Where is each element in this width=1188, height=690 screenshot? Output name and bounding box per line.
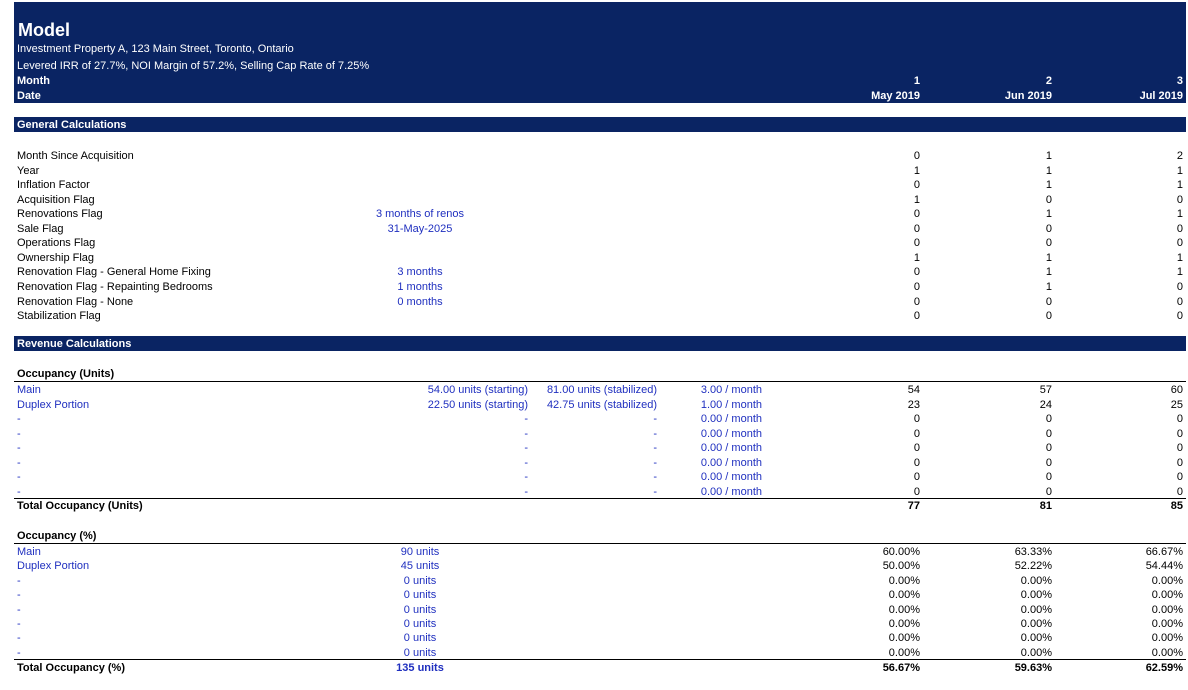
date-2: Jun 2019 bbox=[1004, 90, 1052, 102]
monthly-rate: 1.00 / month bbox=[700, 398, 762, 411]
row-label: Renovations Flag bbox=[17, 208, 103, 221]
row-label: Year bbox=[17, 164, 40, 177]
value-month-2: 1 bbox=[1045, 266, 1052, 279]
value-month-2: 1 bbox=[1045, 179, 1052, 192]
model-header bbox=[14, 2, 1186, 103]
month-1: 1 bbox=[913, 75, 920, 87]
value-month-3: 0 bbox=[1176, 427, 1183, 440]
value-month-1: 1 bbox=[913, 251, 920, 264]
value-month-1: 0 bbox=[913, 485, 920, 498]
monthly-rate: 0.00 / month bbox=[700, 413, 762, 425]
unit-count: 90 units bbox=[400, 546, 440, 558]
occupancy-units-title: Occupancy (Units) bbox=[17, 368, 115, 380]
value-month-2: 0.00% bbox=[1020, 618, 1052, 630]
monthly-rate: 3.00 / month bbox=[700, 384, 762, 396]
unit-count: 0 units bbox=[403, 574, 437, 587]
starting-units: - bbox=[524, 471, 528, 483]
unit-count: 0 units bbox=[403, 589, 437, 602]
value-month-2: 0.00% bbox=[1020, 589, 1052, 602]
value-month-2: 24 bbox=[1039, 398, 1052, 411]
value-month-3: 0 bbox=[1176, 485, 1183, 498]
row-label: - bbox=[17, 456, 21, 469]
row-label: Main bbox=[17, 384, 41, 396]
row-label: - bbox=[17, 413, 21, 425]
occupancy-pct-row bbox=[0, 617, 1188, 631]
starting-units: - bbox=[524, 456, 528, 469]
date-1: May 2019 bbox=[871, 90, 920, 102]
value-month-1: 23 bbox=[907, 398, 920, 411]
value-month-1: 0 bbox=[913, 427, 920, 440]
value-month-1: 0 bbox=[913, 471, 920, 483]
value-month-3: 54.44% bbox=[1145, 560, 1183, 573]
value-month-2: 0 bbox=[1045, 471, 1052, 483]
value-month-3: 1 bbox=[1176, 266, 1183, 279]
month-3: 3 bbox=[1176, 75, 1183, 87]
unit-count: 0 units bbox=[403, 646, 437, 659]
row-label: - bbox=[17, 646, 21, 659]
value-month-1: 0.00% bbox=[888, 646, 920, 659]
value-month-3: 0 bbox=[1176, 413, 1183, 425]
divider bbox=[14, 381, 1186, 382]
value-month-2: 0.00% bbox=[1020, 646, 1052, 659]
occupancy-pct-row bbox=[0, 574, 1188, 588]
row-label: - bbox=[17, 574, 21, 587]
section-title-revenue: Revenue Calculations bbox=[17, 338, 132, 350]
general-row bbox=[0, 193, 1188, 207]
value-month-3: 0.00% bbox=[1151, 618, 1183, 630]
property-subtitle: Investment Property A, 123 Main Street, Toronto, Ontario bbox=[17, 43, 294, 55]
value-month-2: 59.63% bbox=[1014, 662, 1052, 674]
occupancy-units-row bbox=[0, 470, 1188, 484]
occupancy-units-row bbox=[0, 412, 1188, 426]
value-month-3: 0.00% bbox=[1151, 632, 1183, 645]
value-month-2: 0 bbox=[1045, 427, 1052, 440]
row-label: Month Since Acquisition bbox=[17, 150, 134, 162]
row-label: Acquisition Flag bbox=[17, 193, 95, 206]
value-month-2: 0.00% bbox=[1020, 632, 1052, 645]
value-month-1: 0 bbox=[913, 280, 920, 293]
occupancy-units-row bbox=[0, 427, 1188, 441]
value-month-2: 0 bbox=[1045, 237, 1052, 250]
value-month-3: 1 bbox=[1176, 208, 1183, 221]
row-note: 3 months bbox=[397, 266, 443, 279]
value-month-3: 85 bbox=[1170, 500, 1183, 512]
stabilized-units: - bbox=[653, 413, 657, 425]
value-month-1: 0.00% bbox=[888, 603, 920, 616]
value-month-1: 0 bbox=[913, 456, 920, 469]
general-row bbox=[0, 295, 1188, 309]
value-month-2: 0 bbox=[1045, 485, 1052, 498]
value-month-1: 0 bbox=[913, 310, 920, 323]
monthly-rate: 0.00 / month bbox=[700, 485, 762, 498]
value-month-1: 0 bbox=[913, 222, 920, 235]
value-month-1: 54 bbox=[907, 384, 920, 396]
value-month-1: 77 bbox=[907, 500, 920, 512]
starting-units: 22.50 units (starting) bbox=[427, 398, 528, 411]
row-label: Operations Flag bbox=[17, 237, 96, 250]
unit-count: 0 units bbox=[403, 618, 437, 630]
general-row bbox=[0, 265, 1188, 279]
value-month-1: 0 bbox=[913, 442, 920, 454]
row-label: Total Occupancy (Units) bbox=[17, 500, 143, 512]
monthly-rate: 0.00 / month bbox=[700, 442, 762, 454]
value-month-3: 0 bbox=[1176, 222, 1183, 235]
monthly-rate: 0.00 / month bbox=[700, 456, 762, 469]
metrics-subtitle: Levered IRR of 27.7%, NOI Margin of 57.2%, Selling Cap Rate of 7.25% bbox=[17, 60, 370, 72]
date-3: Jul 2019 bbox=[1139, 90, 1183, 102]
total-units-note: 135 units bbox=[396, 662, 444, 674]
occupancy-units-row bbox=[0, 383, 1188, 397]
row-label: Duplex Portion bbox=[17, 560, 90, 573]
stabilized-units: - bbox=[653, 442, 657, 454]
monthly-rate: 0.00 / month bbox=[700, 471, 762, 483]
row-label: Renovation Flag - Repainting Bedrooms bbox=[17, 280, 213, 293]
occupancy-units-row bbox=[0, 456, 1188, 470]
row-label: Renovation Flag - None bbox=[17, 295, 134, 308]
stabilized-units: 81.00 units (stabilized) bbox=[546, 384, 657, 396]
row-label: - bbox=[17, 471, 21, 483]
value-month-3: 0 bbox=[1176, 295, 1183, 308]
value-month-3: 0 bbox=[1176, 280, 1183, 293]
row-note: 0 months bbox=[397, 295, 443, 308]
starting-units: - bbox=[524, 413, 528, 425]
value-month-2: 0 bbox=[1045, 222, 1052, 235]
general-row bbox=[0, 164, 1188, 178]
occupancy-pct-row bbox=[0, 603, 1188, 617]
value-month-3: 2 bbox=[1176, 150, 1183, 162]
row-label: Stabilization Flag bbox=[17, 310, 101, 323]
value-month-3: 0 bbox=[1176, 471, 1183, 483]
value-month-3: 60 bbox=[1170, 384, 1183, 396]
value-month-2: 52.22% bbox=[1014, 560, 1052, 573]
month-2: 2 bbox=[1045, 75, 1052, 87]
row-label: - bbox=[17, 485, 21, 498]
value-month-3: 0.00% bbox=[1151, 603, 1183, 616]
value-month-3: 0.00% bbox=[1151, 589, 1183, 602]
row-label: - bbox=[17, 603, 21, 616]
general-calculations-band bbox=[14, 117, 1186, 132]
value-month-3: 0 bbox=[1176, 310, 1183, 323]
value-month-1: 0.00% bbox=[888, 632, 920, 645]
value-month-3: 25 bbox=[1170, 398, 1183, 411]
value-month-2: 0.00% bbox=[1020, 574, 1052, 587]
general-row bbox=[0, 222, 1188, 236]
month-label: Month bbox=[17, 75, 50, 87]
starting-units: - bbox=[524, 427, 528, 440]
general-row bbox=[0, 309, 1188, 323]
row-label: Inflation Factor bbox=[17, 179, 90, 192]
value-month-1: 56.67% bbox=[882, 662, 920, 674]
value-month-2: 0 bbox=[1045, 295, 1052, 308]
value-month-2: 1 bbox=[1045, 164, 1052, 177]
total-occupancy-pct-row bbox=[0, 661, 1188, 675]
page-title: Model bbox=[18, 20, 70, 40]
value-month-1: 0.00% bbox=[888, 574, 920, 587]
value-month-2: 0 bbox=[1045, 193, 1052, 206]
value-month-2: 0 bbox=[1045, 413, 1052, 425]
general-row bbox=[0, 178, 1188, 192]
value-month-1: 1 bbox=[913, 164, 920, 177]
value-month-1: 0 bbox=[913, 150, 920, 162]
stabilized-units: - bbox=[653, 427, 657, 440]
value-month-3: 1 bbox=[1176, 179, 1183, 192]
value-month-3: 0 bbox=[1176, 193, 1183, 206]
date-label: Date bbox=[17, 90, 41, 102]
row-note: 1 months bbox=[397, 280, 443, 293]
value-month-3: 1 bbox=[1176, 164, 1183, 177]
row-label: Renovation Flag - General Home Fixing bbox=[17, 266, 211, 279]
occupancy-pct-title: Occupancy (%) bbox=[17, 530, 97, 542]
value-month-1: 0 bbox=[913, 208, 920, 221]
value-month-2: 81 bbox=[1039, 500, 1052, 512]
value-month-3: 1 bbox=[1176, 251, 1183, 264]
value-month-2: 1 bbox=[1045, 208, 1052, 221]
value-month-1: 0 bbox=[913, 295, 920, 308]
value-month-2: 0 bbox=[1045, 442, 1052, 454]
value-month-3: 66.67% bbox=[1145, 546, 1183, 558]
value-month-2: 0 bbox=[1045, 456, 1052, 469]
value-month-2: 0.00% bbox=[1020, 603, 1052, 616]
value-month-2: 1 bbox=[1045, 280, 1052, 293]
occupancy-units-row bbox=[0, 441, 1188, 455]
row-label: - bbox=[17, 427, 21, 440]
general-row bbox=[0, 280, 1188, 294]
stabilized-units: 42.75 units (stabilized) bbox=[546, 398, 657, 411]
value-month-1: 50.00% bbox=[882, 560, 920, 573]
row-note: 31-May-2025 bbox=[387, 222, 453, 235]
row-label: Sale Flag bbox=[17, 222, 64, 235]
general-row bbox=[0, 149, 1188, 163]
unit-count: 45 units bbox=[400, 560, 440, 573]
occupancy-pct-row bbox=[0, 545, 1188, 559]
row-label: - bbox=[17, 618, 21, 630]
starting-units: 54.00 units (starting) bbox=[427, 384, 528, 396]
row-label: - bbox=[17, 632, 21, 645]
value-month-1: 0 bbox=[913, 179, 920, 192]
value-month-1: 0 bbox=[913, 266, 920, 279]
value-month-3: 0 bbox=[1176, 442, 1183, 454]
occupancy-pct-row bbox=[0, 631, 1188, 645]
value-month-3: 62.59% bbox=[1145, 662, 1183, 674]
value-month-1: 60.00% bbox=[882, 546, 920, 558]
value-month-2: 0 bbox=[1045, 310, 1052, 323]
value-month-1: 0.00% bbox=[888, 589, 920, 602]
occupancy-pct-row bbox=[0, 559, 1188, 573]
occupancy-pct-row bbox=[0, 588, 1188, 602]
stabilized-units: - bbox=[653, 471, 657, 483]
row-note: 3 months of renos bbox=[375, 208, 465, 221]
row-label: Main bbox=[17, 546, 41, 558]
value-month-2: 1 bbox=[1045, 251, 1052, 264]
stabilized-units: - bbox=[653, 456, 657, 469]
row-label: Total Occupancy (%) bbox=[17, 662, 125, 674]
row-label: - bbox=[17, 442, 21, 454]
section-title-general: General Calculations bbox=[17, 119, 127, 131]
total-occupancy-units-row bbox=[0, 499, 1188, 513]
value-month-1: 0 bbox=[913, 237, 920, 250]
value-month-3: 0.00% bbox=[1151, 646, 1183, 659]
value-month-3: 0 bbox=[1176, 456, 1183, 469]
occupancy-units-row bbox=[0, 485, 1188, 499]
divider bbox=[14, 543, 1186, 544]
value-month-1: 1 bbox=[913, 193, 920, 206]
value-month-3: 0.00% bbox=[1151, 574, 1183, 587]
occupancy-pct-row bbox=[0, 646, 1188, 660]
occupancy-units-row bbox=[0, 398, 1188, 412]
general-row bbox=[0, 251, 1188, 265]
general-row bbox=[0, 207, 1188, 221]
divider bbox=[14, 659, 1186, 660]
value-month-2: 57 bbox=[1039, 384, 1052, 396]
unit-count: 0 units bbox=[403, 632, 437, 645]
row-label: - bbox=[17, 589, 21, 602]
revenue-calculations-band bbox=[14, 336, 1186, 351]
starting-units: - bbox=[524, 442, 528, 454]
stabilized-units: - bbox=[653, 485, 657, 498]
unit-count: 0 units bbox=[403, 603, 437, 616]
row-label: Duplex Portion bbox=[17, 398, 90, 411]
value-month-1: 0.00% bbox=[888, 618, 920, 630]
monthly-rate: 0.00 / month bbox=[700, 427, 762, 440]
row-label: Ownership Flag bbox=[17, 251, 95, 264]
value-month-2: 63.33% bbox=[1014, 546, 1052, 558]
starting-units: - bbox=[524, 485, 528, 498]
value-month-2: 1 bbox=[1045, 150, 1052, 162]
value-month-3: 0 bbox=[1176, 237, 1183, 250]
value-month-1: 0 bbox=[913, 413, 920, 425]
general-row bbox=[0, 236, 1188, 250]
